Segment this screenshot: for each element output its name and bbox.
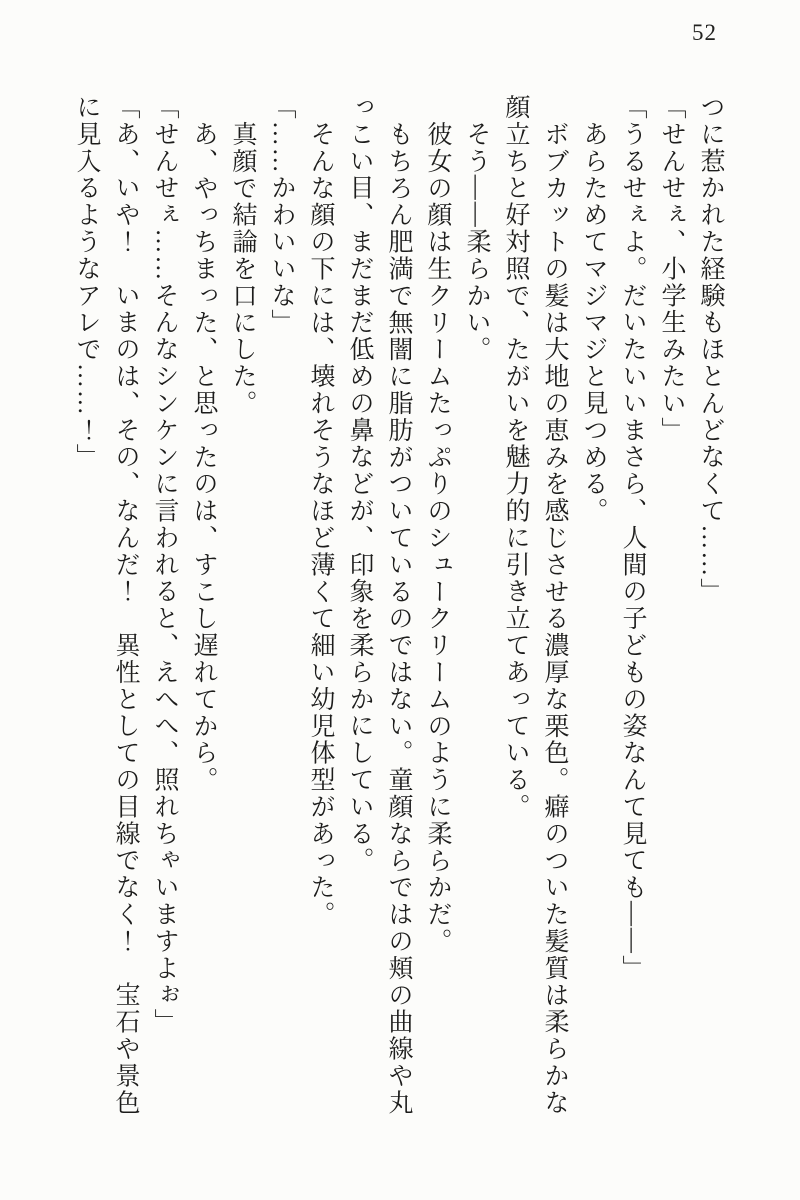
paragraph: 「……かわいいな」 [268,94,295,337]
paragraph: 「あ、いや！ いまのは、その、なんだ！ 異性としての目線でなく！ 宝石や景色に見入るようなアレで……！」 [73,94,139,1117]
paragraph: つに惹かれた経験もほとんどなくて……」 [697,94,724,606]
paragraph: ボブカットの髪は大地の恵みを感じさせる濃厚な栗色。癖のついた髪質は柔らかな顔立ちと好対照で、たがいを魅力的に引き立てあっている。 [502,94,568,1117]
paragraph: あらためてマジマジと見つめる。 [580,121,607,525]
page-number: 52 [692,20,717,45]
paragraph: 「うるせぇよ。だいたいいまさら、人間の子どもの姿なんて見ても——」 [619,94,646,982]
paragraph: 真顔で結論を口にした。 [229,121,256,417]
paragraph: 彼女の顔は生クリームたっぷりのシュークリームのように柔らかだ。 [424,121,451,955]
text-body [67,94,730,1132]
paragraph: 「せんせぇ、小学生みたい」 [658,94,685,444]
paragraph: あ、やっちまった、と思ったのは、すこし遅れてから。 [190,121,217,794]
paragraph: そんな顔の下には、壊れそうなほど薄くて細い幼児体型があった。 [307,121,334,928]
paragraph: 「せんせぇ……そんなシンケンに言われると、えへへ、照れちゃいますよぉ」 [151,94,178,1036]
paragraph: そう——柔らかい。 [463,121,490,364]
paragraph: もちろん肥満で無闇に脂肪がついているのではない。童顔ならではの頬の曲線や丸っこい目、まだまだ低めの鼻などが、印象を柔らかにしている。 [346,94,412,1117]
